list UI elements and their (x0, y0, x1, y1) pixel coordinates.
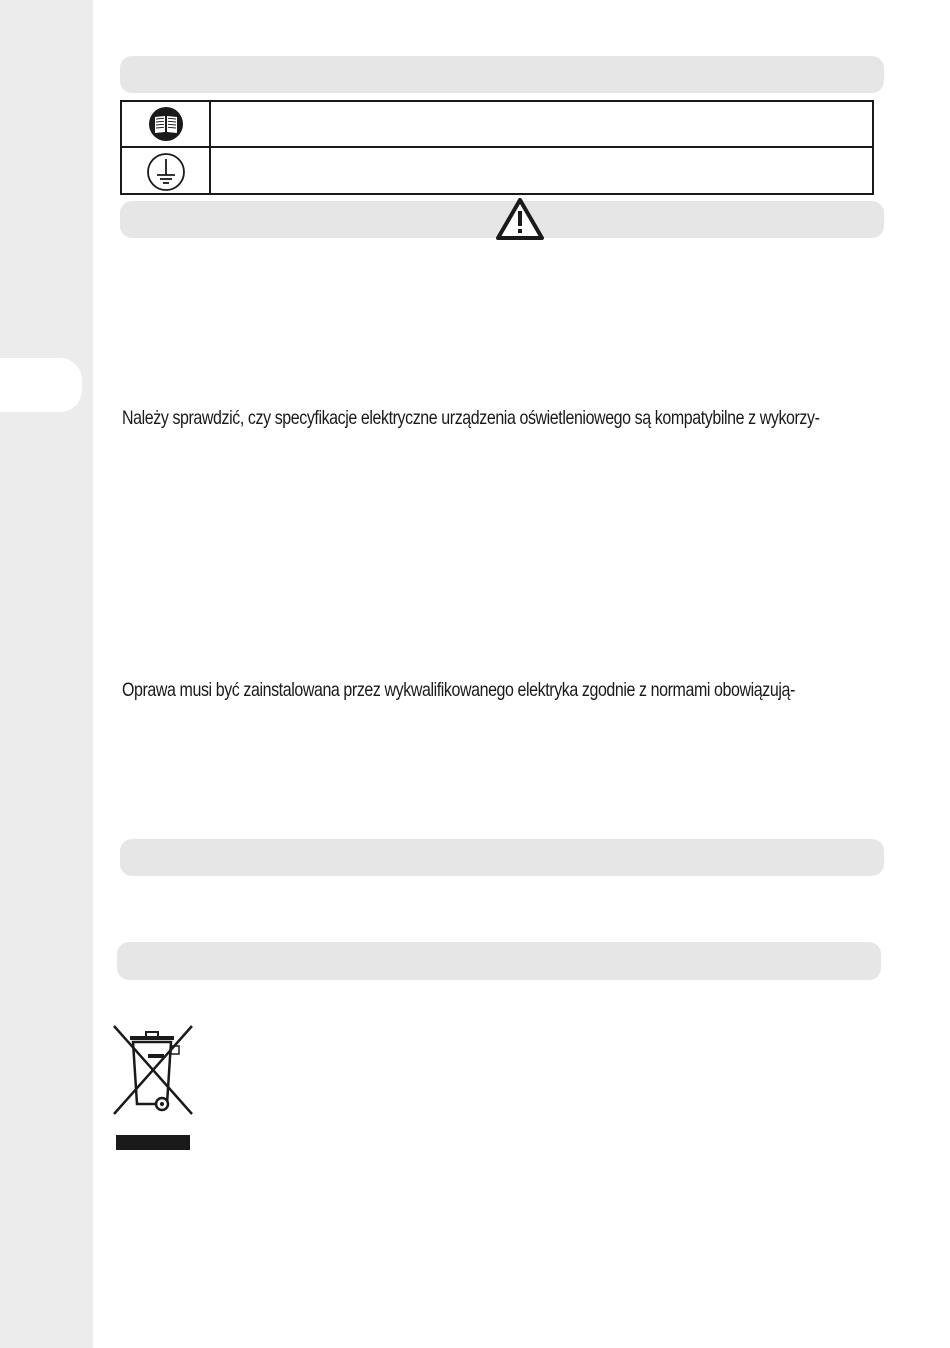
section-header-bar-maintenance (120, 839, 884, 876)
table-divider-horizontal (122, 146, 872, 148)
manual-book-icon (146, 104, 186, 144)
symbols-table (120, 100, 874, 195)
language-tab (0, 358, 82, 412)
section-header-bar-symbols (120, 56, 884, 93)
section-header-bar-disposal (117, 942, 881, 980)
symbol-cell-manual (122, 102, 209, 146)
symbol-cell-earth (122, 148, 209, 195)
warning-paragraph-electrical-compatibility: Należy sprawdzić, czy specyfikacje elektryczne urządzenia oświetleniowego są kompatybilne z wykorzy- (122, 407, 820, 429)
protective-earth-icon (145, 151, 187, 193)
side-margin-strip (0, 0, 93, 1348)
warning-paragraph-qualified-electrician: Oprawa musi być zainstalowana przez wykwalifikowanego elektryka zgodnie z normami obowiązują- (122, 679, 795, 701)
warning-triangle-icon (495, 196, 545, 242)
crossed-out-wheelie-bin-icon (110, 1022, 196, 1152)
